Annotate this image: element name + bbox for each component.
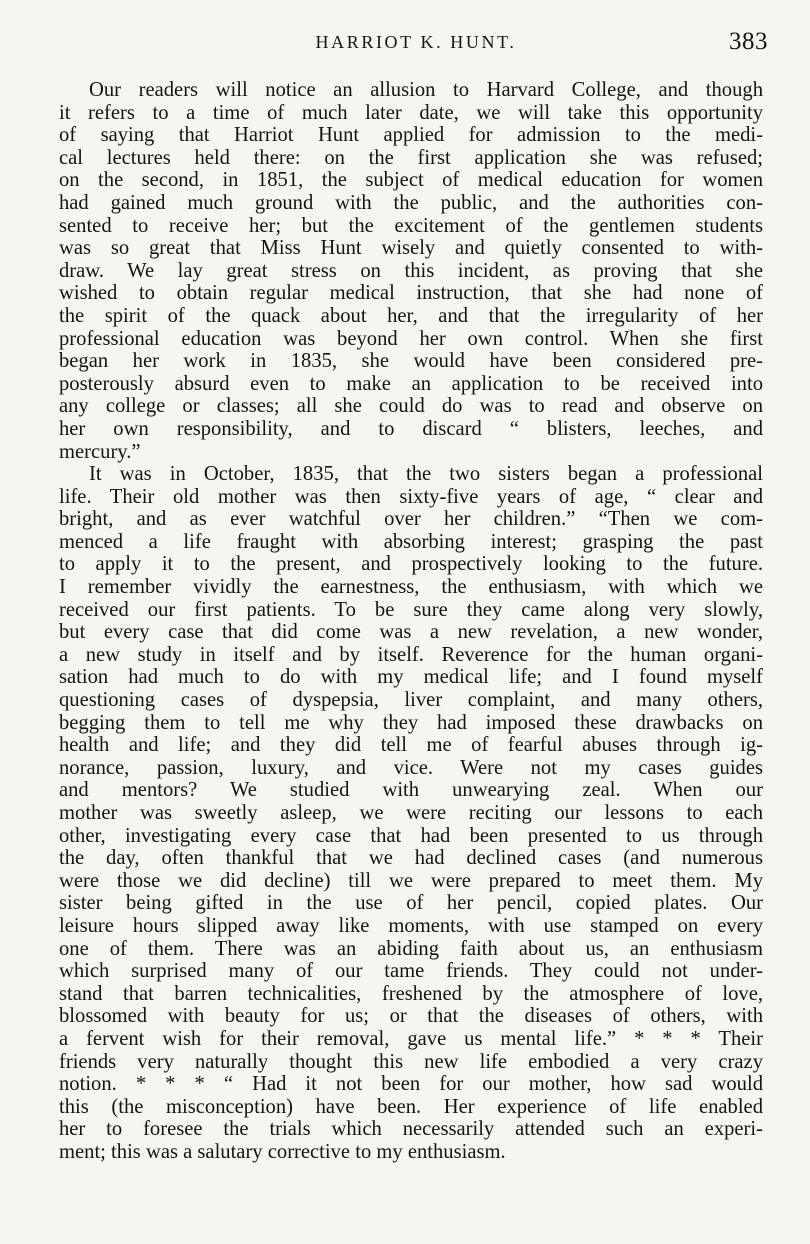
text-line: professional education was beyond her own control. When she first [59,327,763,350]
page-number: 383 [729,28,768,55]
text-line: and mentors? We studied with unwearying zeal. When our [59,779,763,802]
text-line: were those we did decline) till we were prepared to meet them. My [59,869,763,892]
text-line: began her work in 1835, she would have been considered pre- [59,350,763,373]
text-line: was so great that Miss Hunt wisely and quietly consented to with- [59,237,763,260]
text-line: stand that barren technicalities, freshened by the atmosphere of love, [59,982,763,1005]
body-text [59,79,763,1164]
text-line: but every case that did come was a new revelation, a new wonder, [59,621,763,644]
running-head [58,28,774,58]
text-line: draw. We lay great stress on this incident, as proving that she [59,259,763,282]
text-line: sented to receive her; but the excitement of the gentlemen students [59,214,763,237]
text-line: cal lectures held there: on the first application she was refused; [59,146,763,169]
text-line: mother was sweetly asleep, we were reciting our lessons to each [59,802,763,824]
text-line: her to foresee the trials which necessarily attended such an experi- [59,1118,763,1141]
text-line: to apply it to the present, and prospectively looking to the future. [59,553,763,576]
text-line: it refers to a time of much later date, we will take this opportunity [59,101,763,124]
text-line: leisure hours slipped away like moments, with use stamped on every [59,914,763,937]
text-line: a new study in itself and by itself. Reverence for the human organi- [59,643,763,666]
text-line: questioning cases of dyspepsia, liver complaint, and many others, [59,689,763,712]
text-line: blossomed with beauty for us; or that the diseases of others, with [59,1005,763,1028]
text-line: other, investigating every case that had been presented to us through [59,824,763,847]
text-line: any college or classes; all she could do was to read and observe on [59,395,763,418]
text-line: health and life; and they did tell me of fearful abuses through ig- [59,734,763,757]
text-line: of saying that Harriot Hunt applied for admission to the medi- [59,124,763,147]
text-line: the day, often thankful that we had declined cases (and numerous [59,847,763,870]
text-line: sation had much to do with my medical life; and I found myself [59,666,763,689]
text-line: which surprised many of our tame friends. They could not under- [59,960,763,983]
text-line: mercury.” [59,440,141,463]
text-line: one of them. There was an abiding faith about us, an enthusiasm [59,937,763,960]
text-line: posterously absurd even to make an application to be received into [59,372,763,395]
text-line: notion. * * * “ Had it not been for our mother, how sad would [59,1073,763,1096]
running-title: HARRIOT K. HUNT. [315,32,517,52]
text-line: friends very naturally thought this new life embodied a very crazy [59,1050,763,1073]
text-line: Our readers will notice an allusion to Harvard College, and though [89,79,763,101]
text-line: bright, and as ever watchful over her children.” “Then we com- [59,508,763,531]
text-line: norance, passion, luxury, and vice. Were not my cases guides [59,756,763,779]
text-line: a fervent wish for their removal, gave us mental life.” * * * Their [59,1027,763,1050]
text-line: menced a life fraught with absorbing interest; grasping the past [59,530,763,553]
text-line: I remember vividly the earnestness, the enthusiasm, with which we [59,576,763,599]
text-line: on the second, in 1851, the subject of medical education for women [59,169,763,192]
text-line: sister being gifted in the use of her pencil, copied plates. Our [59,892,763,915]
text-line: life. Their old mother was then sixty-five years of age, “ clear and [59,485,763,508]
text-line: the spirit of the quack about her, and that the irregularity of her [59,304,763,327]
text-line: begging them to tell me why they had imposed these drawbacks on [59,711,763,734]
text-line: her own responsibility, and to discard “ blisters, leeches, and [59,417,763,440]
text-line: wished to obtain regular medical instruction, that she had none of [59,282,763,305]
text-line: ment; this was a salutary corrective to my enthusiasm. [59,1140,506,1163]
text-line: It was in October, 1835, that the two sisters began a professional [89,463,763,486]
text-line: this (the misconception) have been. Her experience of life enabled [59,1095,763,1118]
text-line: received our first patients. To be sure they came along very slowly, [59,598,763,621]
text-line: had gained much ground with the public, and the authorities con- [59,191,763,214]
